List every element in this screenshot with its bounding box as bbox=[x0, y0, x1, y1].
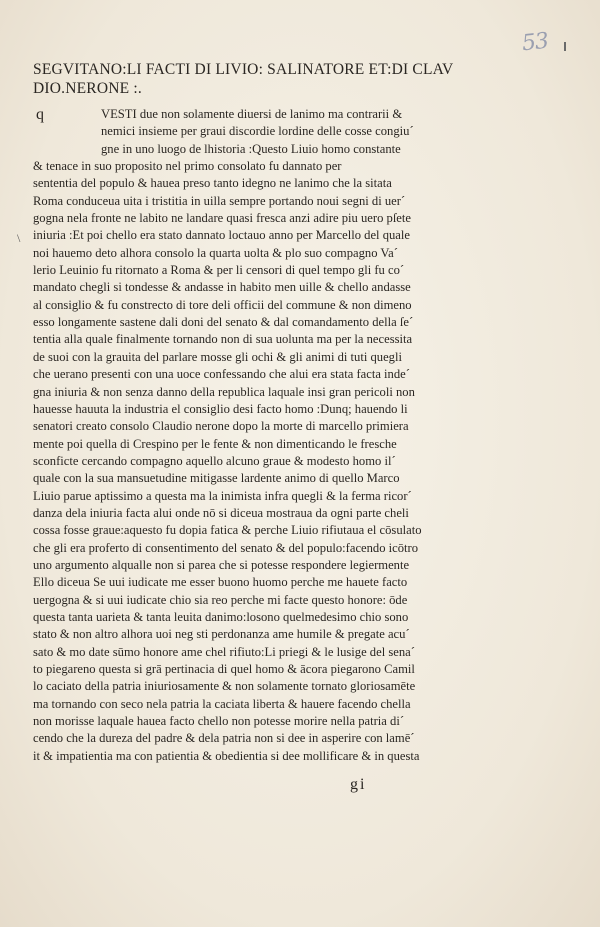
text-line: uno argumento alqualle non si parea che si potesse respondere legiermente bbox=[33, 557, 410, 572]
signature-mark: gi bbox=[350, 776, 367, 793]
text-line: mandato chegli si tondesse & andasse in habito men uille & chello andasse bbox=[33, 280, 411, 295]
text-line: to piegareno questa si grā pertinacia di quel homo & ācora piegarono Camil bbox=[33, 662, 415, 676]
margin-mark bbox=[564, 42, 566, 51]
text-line: sententia del populo & hauea preso tanto idegno ne lanimo che la sitata bbox=[33, 176, 392, 191]
folio-number: 53 bbox=[520, 28, 550, 57]
text-line: cossa fosse graue:aquesto fu dopia fatica & perche Liuio rifiutaua el cōsulato bbox=[33, 523, 422, 538]
text-line: Liuio parue aptissimo a questa ma la inimista infra quegli & la ferma ricor´ bbox=[33, 488, 412, 503]
text-line: gogna nela fronte ne labito ne landare quasi fresca anzi adire piu uero pſete bbox=[33, 211, 411, 226]
text-line: non morisse laquale hauea facto chello non potesse morire nella patria di´ bbox=[33, 714, 405, 729]
heading-line: SEGVITANO:LI FACTI DI LIVIO: SALINATORE ET:DI CLAV bbox=[33, 61, 454, 78]
text-line: & tenace in suo proposito nel primo consolato fu dannato per bbox=[33, 159, 342, 174]
text-line: VESTI due non solamente diuersi de lanimo ma contrarii & bbox=[101, 107, 403, 121]
text-line: senatori creato consolo Claudio nerone dopo la morte di marcello primiera bbox=[33, 419, 409, 434]
text-line: ma tornando con seco nela patria la caciata liberta & hauere facendo chella bbox=[33, 696, 411, 711]
text-line: cendo che la dureza del padre & dela patria non si dee in asperire con lamē´ bbox=[33, 731, 415, 746]
text-line: che gli era proferto di consentimento del senato & del populo:facendo icōtro bbox=[33, 540, 419, 555]
chapter-heading bbox=[33, 60, 553, 98]
text-line: Roma conduceua uita i tristitia in uilla sempre portando noui segni di uer´ bbox=[33, 193, 406, 208]
margin-annotation: \ bbox=[17, 231, 21, 245]
text-line: al consiglio & fu constrecto di tore deli officii del commune & non dimeno bbox=[33, 297, 412, 312]
text-line: iniuria :Et poi chello era stato dannato loctauo anno per Marcello del quale bbox=[33, 228, 410, 243]
initial-guide-letter: q bbox=[36, 106, 44, 123]
body-text bbox=[33, 106, 459, 765]
text-line: lerio Leuinio fu ritornato a Roma & per li censori di quel tempo gli fu co´ bbox=[33, 263, 405, 278]
text-line: noi hauemo deto alhora consolo la quarta uolta & plo suo compagno Va´ bbox=[33, 245, 398, 260]
text-line: stato & non altro alhora uoi neg sti perdonanza ame humile & pregate acu´ bbox=[33, 627, 410, 642]
text-line: hauesse hauuta la industria el consiglio desi facto homo :Dunq; hauendo li bbox=[33, 401, 408, 416]
text-line: uergogna & si uui iudicate chio sia reo perche mi facte questo honore: ōde bbox=[33, 592, 408, 607]
text-line: danza dela iniuria facta alui onde nō si diceua mostraua da ogni parte cheli bbox=[33, 505, 409, 520]
text-line: Ello diceua Se uui iudicate me esser buono huomo perche me hauete facto bbox=[33, 575, 408, 590]
text-line: sato & mo date sūmo honore ame chel rifiuto:Li priegi & le lusige del sena´ bbox=[33, 644, 415, 659]
text-line: de suoi con la grauita del parlare mosse gli ochi & gli animi di tuti quegli bbox=[33, 349, 402, 364]
text-line: mente poi quella di Crespino per le fente & non dimenticando le fresche bbox=[33, 436, 397, 451]
text-line: gne in uno luogo de lhistoria :Questo Liuio homo constante bbox=[101, 141, 401, 156]
text-line: tentia alla quale finalmente tornando non di sua uolunta ma per la necessita bbox=[33, 332, 413, 347]
text-line: sconficte cercando compagno aquello alcuno graue & modesto homo il´ bbox=[33, 453, 396, 468]
text-line: quale con la sua mansuetudine mitigasse lardente animo di quello Marco bbox=[33, 471, 400, 486]
text-line: esso longamente sastene dali doni del senato & dal comandamento della ſe´ bbox=[33, 315, 414, 330]
text-line: nemici insieme per graui discordie lordine delle cosse congiu´ bbox=[101, 124, 414, 139]
text-line: lo caciato della patria iniuriosamente & non solamente tornato gloriosamēte bbox=[33, 679, 416, 694]
text-line: it & impatientia ma con patientia & obedientia si dee mollificare & in questa bbox=[33, 748, 420, 763]
heading-line: DIO.NERONE :. bbox=[33, 80, 142, 97]
text-line: questa tanta uarieta & tanta leuita danimo:losono quelmedesimo chio sono bbox=[33, 609, 409, 624]
text-line: gna iniuria & non senza danno della republica laquale insi gran pericoli non bbox=[33, 384, 415, 399]
text-line: che uerano presenti con una uoce confessando che alui era stata facta inde´ bbox=[33, 367, 410, 382]
